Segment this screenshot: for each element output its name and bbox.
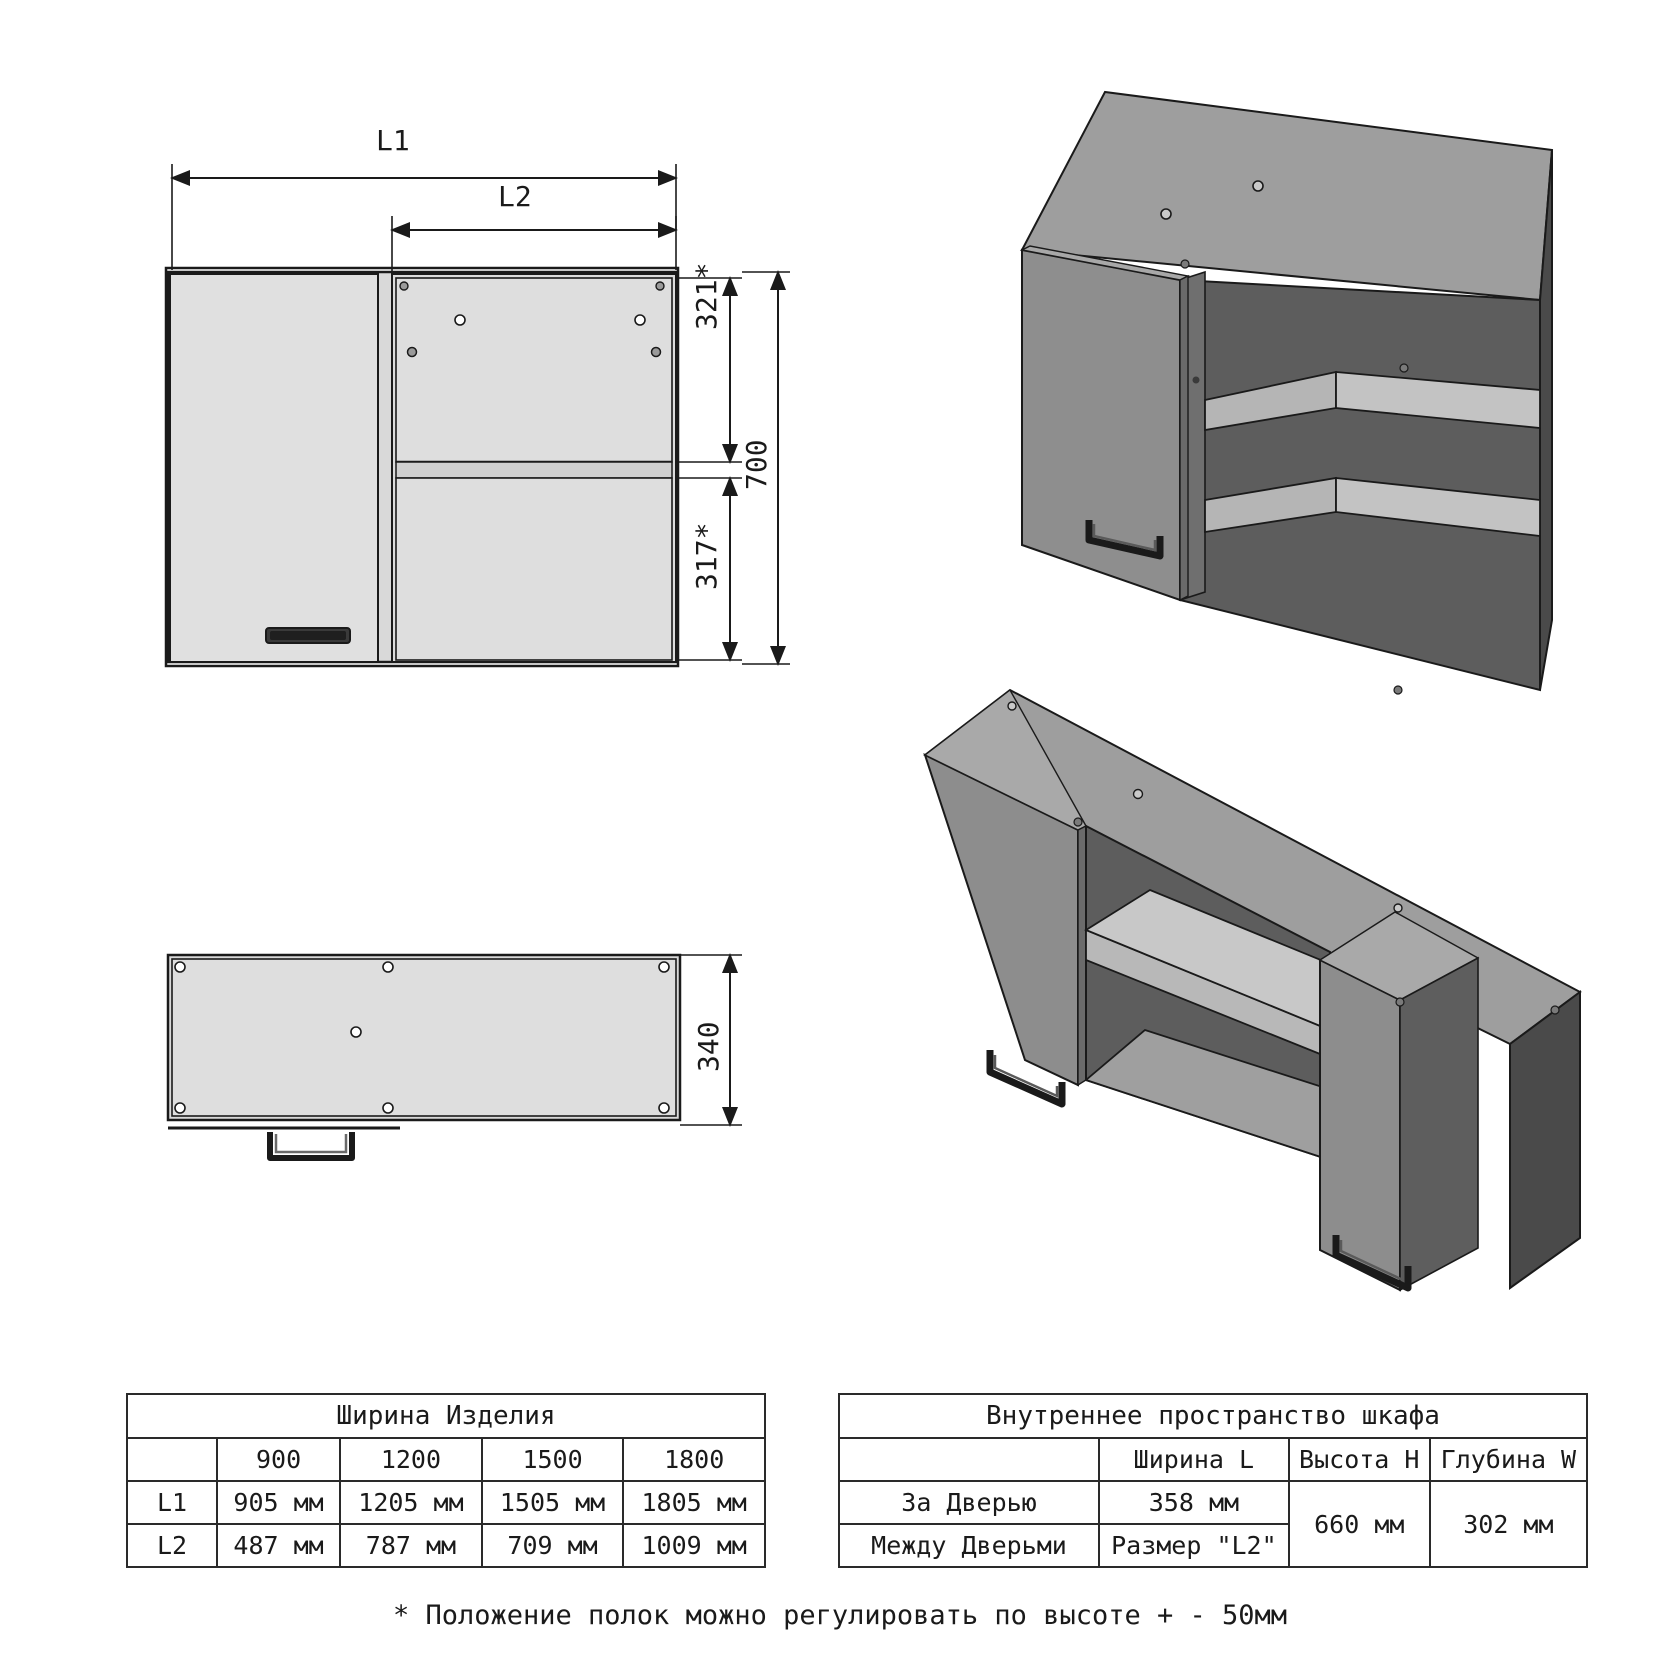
table-row xyxy=(127,1524,765,1567)
table-inner-col-depth: Глубина W xyxy=(1430,1438,1587,1481)
l1-1200: 1205 мм xyxy=(340,1481,482,1524)
dim-label-l2: L2 xyxy=(498,180,532,213)
l1-1800: 1805 мм xyxy=(623,1481,765,1524)
between-doors-width: Размер "L2" xyxy=(1099,1524,1289,1567)
inner-height: 660 мм xyxy=(1289,1481,1430,1567)
l1-1500: 1505 мм xyxy=(482,1481,624,1524)
table-inner-col-width: Ширина L xyxy=(1099,1438,1289,1481)
l1-900: 905 мм xyxy=(217,1481,340,1524)
table-width-col-1200: 1200 xyxy=(340,1438,482,1481)
dim-label-700: 700 xyxy=(740,439,773,490)
behind-door-width: 358 мм xyxy=(1099,1481,1289,1524)
footnote: * Положение полок можно регулировать по высоте + - 50мм xyxy=(392,1600,1288,1631)
dim-label-321: 321* xyxy=(690,262,723,330)
table-row xyxy=(127,1394,765,1438)
table-width-col-1500: 1500 xyxy=(482,1438,624,1481)
table-row xyxy=(127,1438,765,1481)
table-inner-title: Внутреннее пространство шкафа xyxy=(839,1394,1587,1438)
table-row xyxy=(839,1481,1587,1524)
row-label-l2: L2 xyxy=(127,1524,217,1567)
table-row xyxy=(127,1481,765,1524)
row-label-between-doors: Между Дверьми xyxy=(839,1524,1099,1567)
table-product-width xyxy=(126,1393,766,1568)
table-width-title: Ширина Изделия xyxy=(127,1394,765,1438)
table-width-corner xyxy=(127,1438,217,1481)
l2-1200: 787 мм xyxy=(340,1524,482,1567)
table-row xyxy=(839,1394,1587,1438)
row-label-behind-door: За Дверью xyxy=(839,1481,1099,1524)
iso-view-lower xyxy=(925,690,1580,1290)
table-row xyxy=(839,1438,1587,1481)
dim-label-317: 317* xyxy=(690,522,723,590)
l2-1800: 1009 мм xyxy=(623,1524,765,1567)
iso-view-upper xyxy=(1022,92,1552,694)
table-inner-col-height: Высота H xyxy=(1289,1438,1430,1481)
top-view xyxy=(168,955,742,1158)
l2-1500: 709 мм xyxy=(482,1524,624,1567)
inner-depth: 302 мм xyxy=(1430,1481,1587,1567)
dim-label-l1: L1 xyxy=(376,124,410,157)
dim-label-340: 340 xyxy=(692,1021,725,1072)
l2-900: 487 мм xyxy=(217,1524,340,1567)
table-width-col-900: 900 xyxy=(217,1438,340,1481)
table-inner-space xyxy=(838,1393,1588,1568)
row-label-l1: L1 xyxy=(127,1481,217,1524)
front-view xyxy=(166,164,790,666)
table-inner-corner xyxy=(839,1438,1099,1481)
table-width-col-1800: 1800 xyxy=(623,1438,765,1481)
